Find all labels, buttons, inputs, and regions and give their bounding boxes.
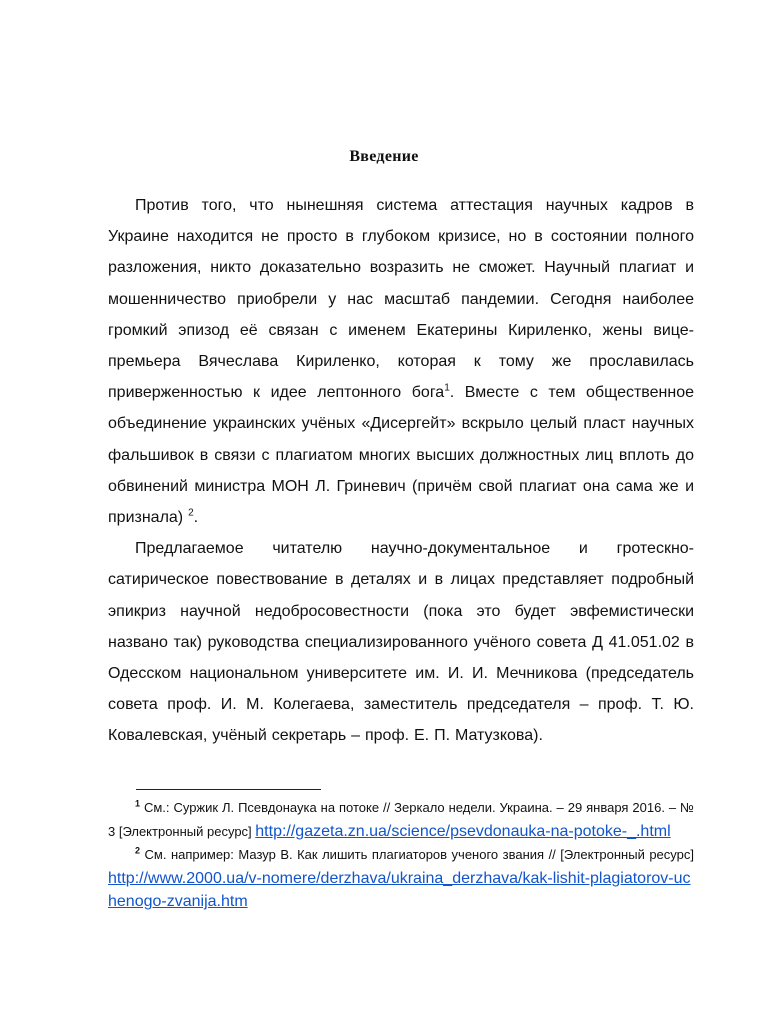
page-title: Введение bbox=[349, 148, 419, 165]
paragraph-2: Предлагаемое читателю научно-документальное и гротескно-сатирическое повествование в деталях и в лицах представляет подробный эпикриз научной недобросовестности (пока это будет эвфемистически названо так) руководства специализированного учёного совета Д 41.051.02 в Одесском национальном университете им. И. И. Мечникова (председатель совета проф. И. М. Колегаева, заместитель председателя – проф. Т. Ю. Ковалевская, учёный секретарь – проф. Е. П. Матузкова). bbox=[108, 540, 694, 745]
footnote-2-link[interactable]: http://www.2000.ua/v-nomere/derzhava/ukraina_derzhava/kak-lishit-plagiatorov-uchenogo-zvanija.htm bbox=[108, 869, 691, 910]
paragraph-1 bbox=[108, 190, 694, 533]
footnote-1-text: См.: Суржик Л. Псевдонаука на потоке // Зеркало недели. Украина. – 29 января 2016. – № 3 [Электронный ресурс] bbox=[108, 800, 694, 839]
footnote-ref-1[interactable]: 1 bbox=[444, 382, 450, 394]
footnote-2 bbox=[108, 843, 694, 914]
footnote-ref-2[interactable]: 2 bbox=[188, 507, 194, 519]
paragraph-1-text-middle: . Вместе с тем общественное объединение украинских учёных «Дисергейт» вскрыло целый пласт научных фальшивок в связи с плагиатом многих высших должностных лиц вплоть до обвинений министра МОН Л. Гриневич (причём свой плагиат она сама же и признала) bbox=[108, 384, 694, 527]
body-text bbox=[108, 190, 694, 752]
paragraph-1-text-before: Против того, что нынешняя система аттестация научных кадров в Украине находится не просто в глубоком кризисе, но в состоянии полного разложения, никто доказательно возразить не сможет. Научный плагиат и мошенничество приобрели у нас масштаб пандемии. Сегодня наиболее громкий эпизод её связан с именем Екатерины Кириленко, жены вице-премьера Вячеслава Кириленко, которая к тому же прославилась приверженностью к идее лептонного бога bbox=[108, 197, 694, 402]
footnote-1 bbox=[108, 796, 694, 843]
footnote-2-text: См. например: Мазур В. Как лишить плагиаторов ученого звания // [Электронный ресурс] bbox=[140, 847, 694, 862]
footnote-1-number: 1 bbox=[135, 798, 141, 809]
footnotes bbox=[108, 796, 694, 914]
footnote-1-link[interactable]: http://gazeta.zn.ua/science/psevdonauka-na-potoke-_.html bbox=[255, 822, 671, 840]
footnote-separator bbox=[136, 789, 321, 790]
footnote-2-number: 2 bbox=[135, 845, 141, 856]
paragraph-1-text-after: . bbox=[193, 509, 199, 527]
